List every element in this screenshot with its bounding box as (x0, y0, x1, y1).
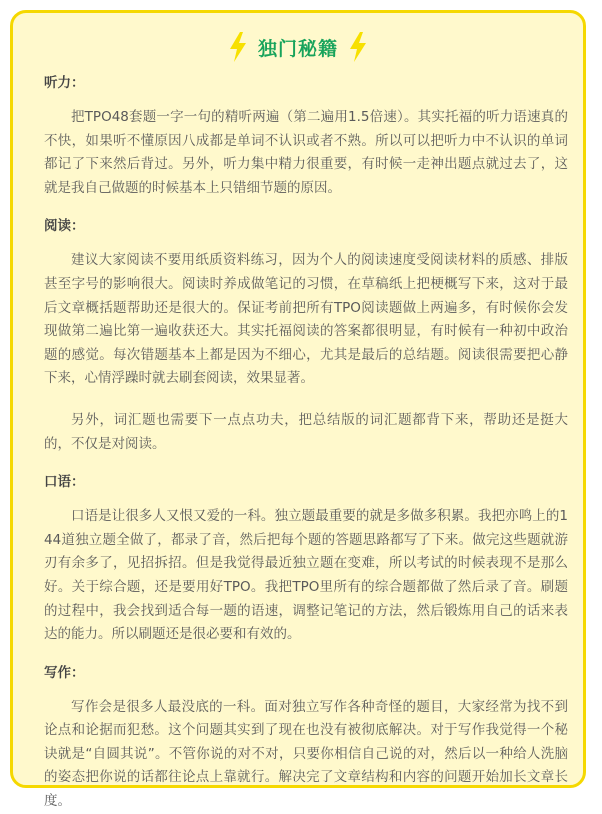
paragraph-writing: 写作会是很多人最没底的一科。面对独立写作各种奇怪的题目，大家经常为找不到论点和论据而犯愁。这个问题其实到了现在也没有被彻底解决。对于写作我觉得一个秘诀就是“自圆其说”。不管你说的对不对，只要你相信自己说的对，然后以一种给人洗脑的姿态把你说的话都往论点上靠就行。解决完了文章结构和内容的问题开始加长文章长度。 (44, 698, 568, 810)
section-heading-writing: 写作： (44, 664, 85, 681)
lightning-icon (348, 32, 368, 62)
paragraph-reading-1: 建议大家阅读不要用纸质资料练习，因为个人的阅读速度受阅读材料的质感、排版甚至字号的影响很大。阅读时养成做笔记的习惯，在草稿纸上把梗概写下来，这对于最后文章概括题帮助还是很大的。保证考前把所有TPO阅读题做上两遍多，有时候你会发现做第二遍比第一遍收获还大。其实托福阅读的答案都很明显，有时候有一种初中政治题的感觉。每次错题基本上都是因为不细心，尤其是最后的总结题。阅读很需要把心静下来，心情浮躁时就去刷套阅读，效果显著。 (44, 252, 568, 387)
section-heading-reading: 阅读： (44, 218, 85, 235)
section-heading-listening: 听力： (44, 75, 85, 91)
page-title: 独门秘籍 (257, 37, 338, 60)
paragraph-listening: 把TPO48套题一字一句的精听两遍（第二遍用1.5倍速）。其实托福的听力语速真的不快，如果听不懂原因八成都是单词不认识或者不熟。所以可以把听力中不认识的单词都记了下来然后背过。另外，听力集中精力很重要，有时候一走神出题点就过去了，这就是我自己做题的时候基本上只错细节题的原因。 (44, 109, 568, 196)
section-heading-speaking: 口语： (44, 474, 85, 491)
paragraph-reading-2: 另外，词汇题也需要下一点点功夫，把总结版的词汇题都背下来，帮助还是挺大的，不仅是对阅读。 (44, 411, 568, 452)
paragraph-speaking: 口语是让很多人又恨又爱的一科。独立题最重要的就是多做多积累。我把亦鸣上的144道独立题全做了，都录了音，然后把每个题的答题思路都写了下来。做完这些题就游刃有余多了，见招拆招。但是我觉得最近独立题在变难，所以考试的时候表现不是那么好。关于综合题，还是要用好TPO。我把TPO里所有的综合题都做了然后录了音。刷题的过程中，我会找到适合每一题的语速，调整记笔记的方法，然后锻炼用自己的话来表达的能力。所以刷题还是很必要和有效的。 (44, 508, 568, 643)
lightning-icon (228, 32, 248, 62)
tips-card (10, 10, 586, 810)
title-row (13, 30, 583, 64)
article-body (44, 73, 568, 814)
